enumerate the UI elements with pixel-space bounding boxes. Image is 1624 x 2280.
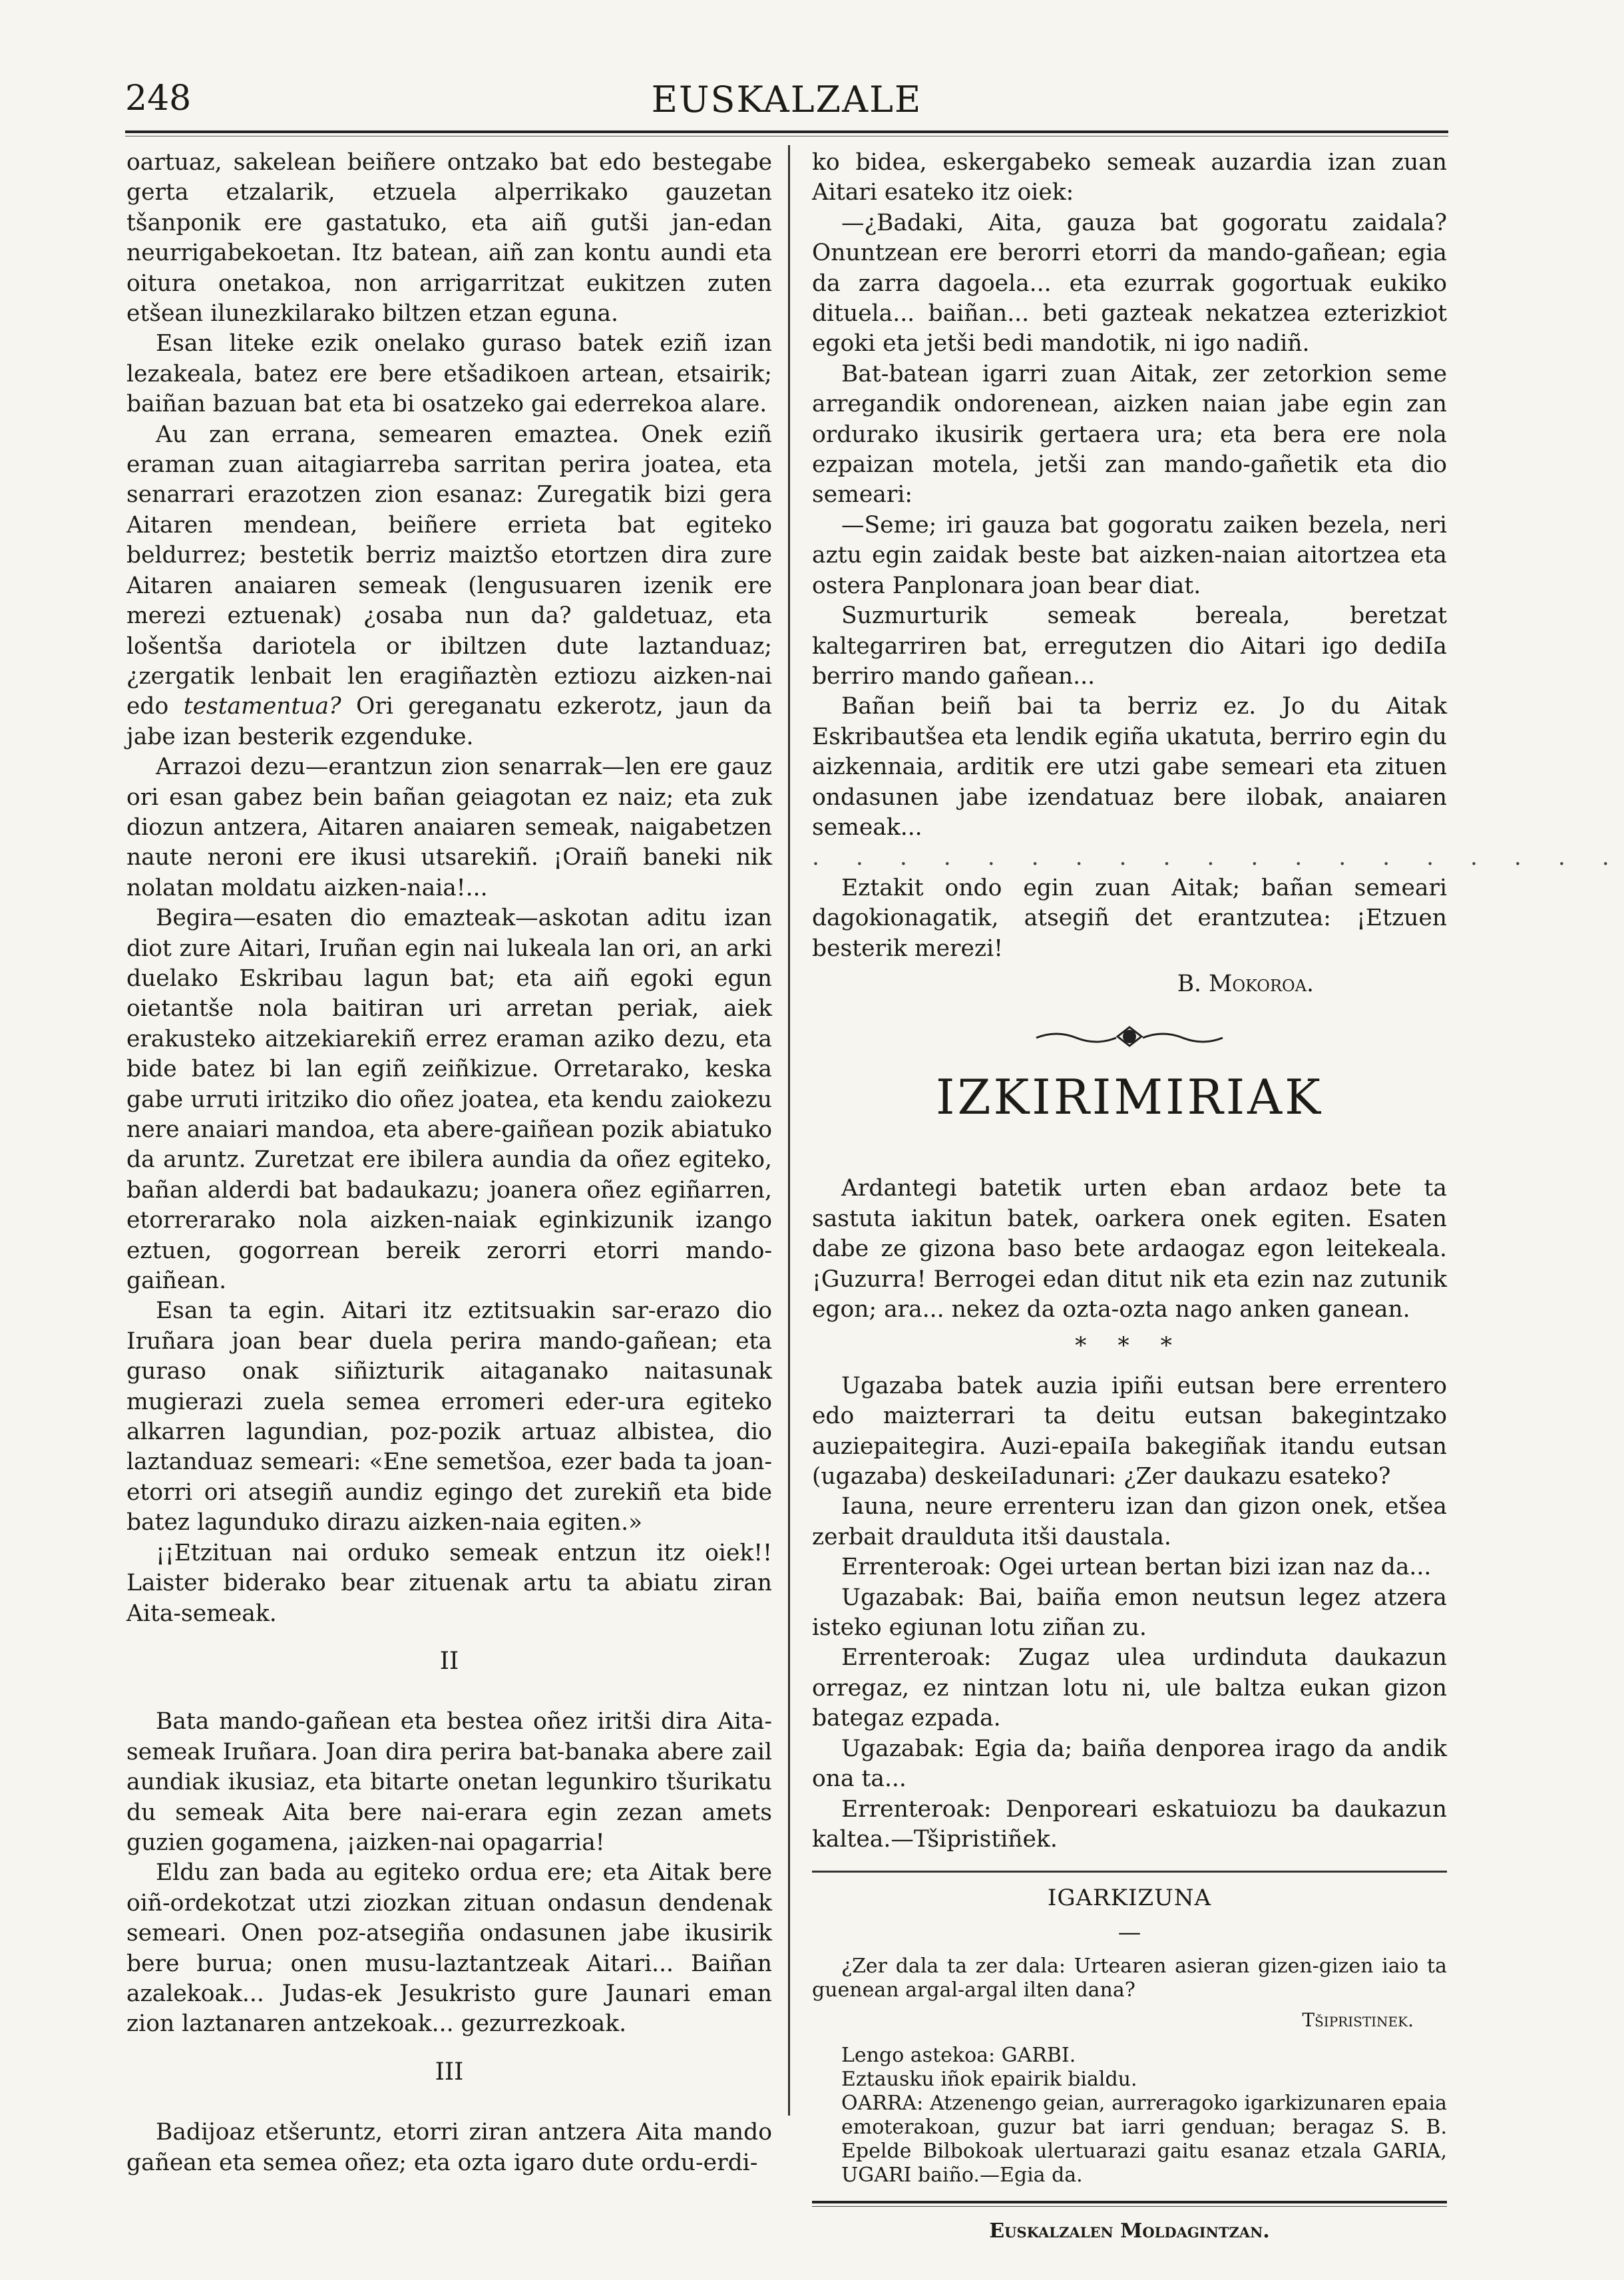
paragraph: Begira—esaten dio emazteak—askotan aditu izan diot zure Aitari, Iruñan egin nai lukeala lan ori, an arki duelako Eskribau lagun bat; eta aiñ egoki egun oietantšе nola baitiran uri arretan periak, aiek erakusteko aitzekiarekiñ errez eraman aziko dezu, eta bide batez bi lan egiñ zeiñkizue. Orretarako, keska gabe urruti iritziko dio oñez joatea, eta kendu zaiokezu nere anaiari mandoa, eta abere-gaiñean pozik abiatuko da aruntz. Zuretzat ere ibilera aundia da oñez egiteko, bañan alderdi bat badaukazu; joanera oñez egiñarren, etorrerarako nola aizken-naiak eginkizunik izango eztuen, gogorrean bereik zerorri etorri mando-gaiñean.	[126, 905, 772, 1295]
left-column	[126, 148, 772, 2178]
riddle-answer: OARRA: Atzenengo geian, aurreragoko igarkizunaren epaia emoterakoan, guzur bat iarri genduan; beragaz S. B. Epelde Bilbokoak ulertuarazi gaitu esanaz etzala GARIA, UGARI baiño.—Egia da.	[841, 2091, 1447, 2187]
paragraph: Ardantegi batetik urten eban ardaoz bete ta sastuta iakitun batek, oarkera onek egiten. Esaten dabe ze gizona baso bete ardaogaz egon leitekeala. ¡Guzurra! Berrogei edan ditut nik eta ezin naz zutunik egon; ara... nekez da ozta-ozta nago anken ganean.	[812, 1175, 1447, 1323]
paragraph: Ugazabak: Bai, baiña emon neutsun legez atzera isteko egiunan lotu ziñan zu.	[812, 1584, 1447, 1642]
paragraph: Errenteroak: Denporeari eskatuiozu ba daukazun kaltea.—Tšipristiñek.	[812, 1795, 1447, 1853]
section-heading: III	[435, 2058, 464, 2086]
riddle-title: IGARKIZUNA	[1047, 1885, 1212, 1912]
riddle-question: ¿Zer dala ta zer dala: Urtearen asieran gizen-gizen iaio ta guenean argal-argal ilten dana?	[812, 1954, 1447, 2002]
paragraph: oartuaz, sakelean beiñere ontzako bat edo bestegabe gerta etzalarik, etzuela alperrikako gauzetan tšanponik ere gastatuko, eta aiñ gutši jan-edan neurrigabekoetan. Itz batean, aiñ zan kontu aundi eta oitura onetakoa, non arrigarritzat eukitzen zuten etšean ilunezkilarako biltzen etzan eguna.	[126, 149, 772, 328]
footer-rule-thin	[812, 2206, 1447, 2207]
paragraph: Esan liteke ezik onelako guraso batek eziñ izan lezakeala, batez ere bere etšadikoen artean, etsairik; baiñan bazuan bat eta bi osatzeko gai ederrekoa alare.	[126, 330, 772, 418]
paragraph: ko bidea, eskergabeko semeak auzardia izan zuan Aitari esateko itz oiek:	[812, 149, 1447, 206]
italic-word: testamentua?	[183, 693, 341, 720]
paragraph: Bat-batean igarri zuan Aitak, zer zetorkion seme arregandik ondorenean, aizken naian jabe egin zan ordurako ikusirik gertaera ura; eta bera ere nola ezpaizan motela, jetši zan mando-gañetik eta dio semeari:	[812, 360, 1447, 509]
section-rule	[812, 1871, 1447, 1873]
running-title: EUSKALZALE	[651, 79, 922, 120]
paragraph: Esan ta egin. Aitari itz eztitsuakin sar-erazo dio Iruñara joan bear duela perira mando-gañean; eta guraso onak siñizturik aitaganako naitasunak mugierazi zuela semea erromeri eder-ura egiteko alkarren lagundian, poz-pozik artuaz albistea, dio laztanduaz semeari: «Ene semetšoa, ezer bada ta joan-etorri ori atsegiñ aundiz egingo det zurekiñ eta bide batez lagunduko dirazu aizken-naia egiten.»	[126, 1297, 772, 1536]
page-number: 248	[125, 79, 192, 118]
paragraph: Bata mando-gañean eta bestea oñez iritši dira Aita-semeak Iruñara. Joan dira perira bat-banaka abere zail aundiak ikusiaz, eta bitarte onetan legunkiro tšurikatu du semeak Aita bere nai-erara egin zezan amets guzien gogamena, ¡aizken-nai opagarria!	[126, 1708, 772, 1856]
riddle-dash: —	[1117, 1919, 1141, 1946]
paragraph-tail: Ori gereganatu ezkerotz, jaun da jabe izan besterik ezgenduke.	[126, 693, 773, 750]
riddle-credit: Tšipristinek.	[1302, 2009, 1414, 2032]
header-rule	[125, 130, 1448, 133]
paragraph: Ugazabak: Egia da; baiña denporea irago da andik ona ta...	[812, 1735, 1447, 1793]
paragraph: —¿Badaki, Aita, gauza bat gogoratu zaidala? Onuntzean ere berorri etorri da mando-gañean; egia da zarra dagoela... eta ezurrak gogortuak eukiko dituela... baiñan... beti gazteak nekatzea ezterizkiot egoki eta jetši bedi mandotik, ni igo nadiñ.	[812, 209, 1447, 357]
paragraph: Suzmurturik semeak bereala, beretzat kaltegarriren bat, erregutzen dio Aitari igo dediIa berriro mando gañean...	[812, 602, 1447, 690]
paragraph-text: Au zan errana, semearen emaztea. Onek eziñ eraman zuan aitagiarreba sarritan perira joatea, eta senarrari erazotzen zion esanaz: Zuregatik bizi gera Aitaren mendean, beiñere errieta bat egiteko beldurrez; bestetik berriz maiztšo etortzen dira zure Aitaren anaiaren semeak (lengusuaren izenik ere merezi eztuenak) ¿osaba nun da? galdetuaz, eta lošentša dariotela or ibiltzen dute laztanduaz; ¿zergatik lenbait len eragiñaztèn eztiozu aizken-nai edo	[126, 421, 772, 720]
ellipsis-line: . . . . . . . . . . . . . . . . . . .	[812, 844, 1624, 871]
section-title: IZKIRIMIRIAK	[936, 1069, 1323, 1126]
printer-credit: Euskalzalen Moldagintzan.	[989, 2219, 1270, 2243]
column-divider	[788, 145, 790, 2116]
paragraph: —Seme; iri gauza bat gogoratu zaiken bezela, neri aztu egin zaidak beste bat aizken-naian aitortzea eta ostera Panplonara joan bear diat.	[812, 511, 1447, 599]
paragraph: Errenteroak: Zugaz ulea urdinduta daukazun orregaz, ez nintzan lotu ni, ule baltza eukan gizon bategaz ezpada.	[812, 1644, 1447, 1732]
paragraph: Eldu zan bada au egiteko ordua ere; eta Aitak bere oiñ-ordekotzat utzi ziozkan zituan ondasun dendenak semeari. Onen poz-atsegiña ondasunen jabe ikusirik bere burua; onen musu-laztantzeak Aitari... Baiñan azalekoak... Judas-ek Jesukristo gure Jaunari eman zion laztanaren antzekoak... gezurrezkoak.	[126, 1859, 772, 2038]
footer-rule	[812, 2201, 1447, 2203]
right-column	[812, 148, 1624, 2246]
separator-stars: * * *	[1075, 1333, 1184, 1360]
ornament-divider-icon	[1030, 1023, 1229, 1050]
section-heading: II	[439, 1647, 459, 1675]
riddle-answer: Eztausku iñok epairik bialdu.	[841, 2067, 1137, 2091]
paragraph: Iauna, neure errenteru izan dan gizon onek, etšea zerbait draulduta itši daustala.	[812, 1493, 1447, 1550]
paragraph: Arrazoi dezu—erantzun zion senarrak—len ere gauz ori esan gabez bein bañan geiagotan ez naiz; eta zuk diozun antzera, Aitaren anaiaren semeak, naigabetzen naute neroni ere ikusi utsarekiñ. ¡Oraiñ baneki nik nolatan moldatu aizken-naia!...	[126, 754, 772, 901]
author-signature: B. Mokoroa.	[1177, 970, 1314, 997]
paragraph	[126, 420, 772, 752]
page-header	[125, 79, 1448, 125]
paragraph: Eztakit ondo egin zuan Aitak; bañan semeari dagokionagatik, atsegiñ det erantzutea: ¡Etzuen besterik merezi!	[812, 874, 1447, 962]
paragraph: Ugazaba batek auzia ipiñi eutsan bere errentero edo maizterrari ta deitu eutsan bakegintzako auziepaitegira. Auzi-epaiIa bakegiñak itandu eutsan (ugazaba) deskeiIadunari: ¿Zer daukazu esateko?	[812, 1372, 1447, 1490]
paragraph: Badijoaz etšeruntz, etorri ziran antzera Aita mando gañean eta semea oñez; eta ozta igaro dute ordu-erdi-	[126, 2119, 772, 2176]
paragraph: Bañan beiñ bai ta berriz ez. Jo du Aitak Eskribautšea eta lendik egiña ukatuta, berriro egin du aizkennaia, arditik ere utzi gabe semeari eta zituen ondasunen jabe izendatuaz bere ilobak, anaiaren semeak...	[812, 693, 1447, 841]
paragraph: ¡¡Etzituan nai orduko semeak entzun itz oiek!! Laister biderako bear zituenak artu ta abiatu ziran Aita-semeak.	[126, 1539, 772, 1627]
paragraph: Errenteroak: Ogei urtean bertan bizi izan naz da...	[841, 1554, 1432, 1581]
riddle-answer: Lengo astekoa: GARBI.	[841, 2043, 1076, 2067]
